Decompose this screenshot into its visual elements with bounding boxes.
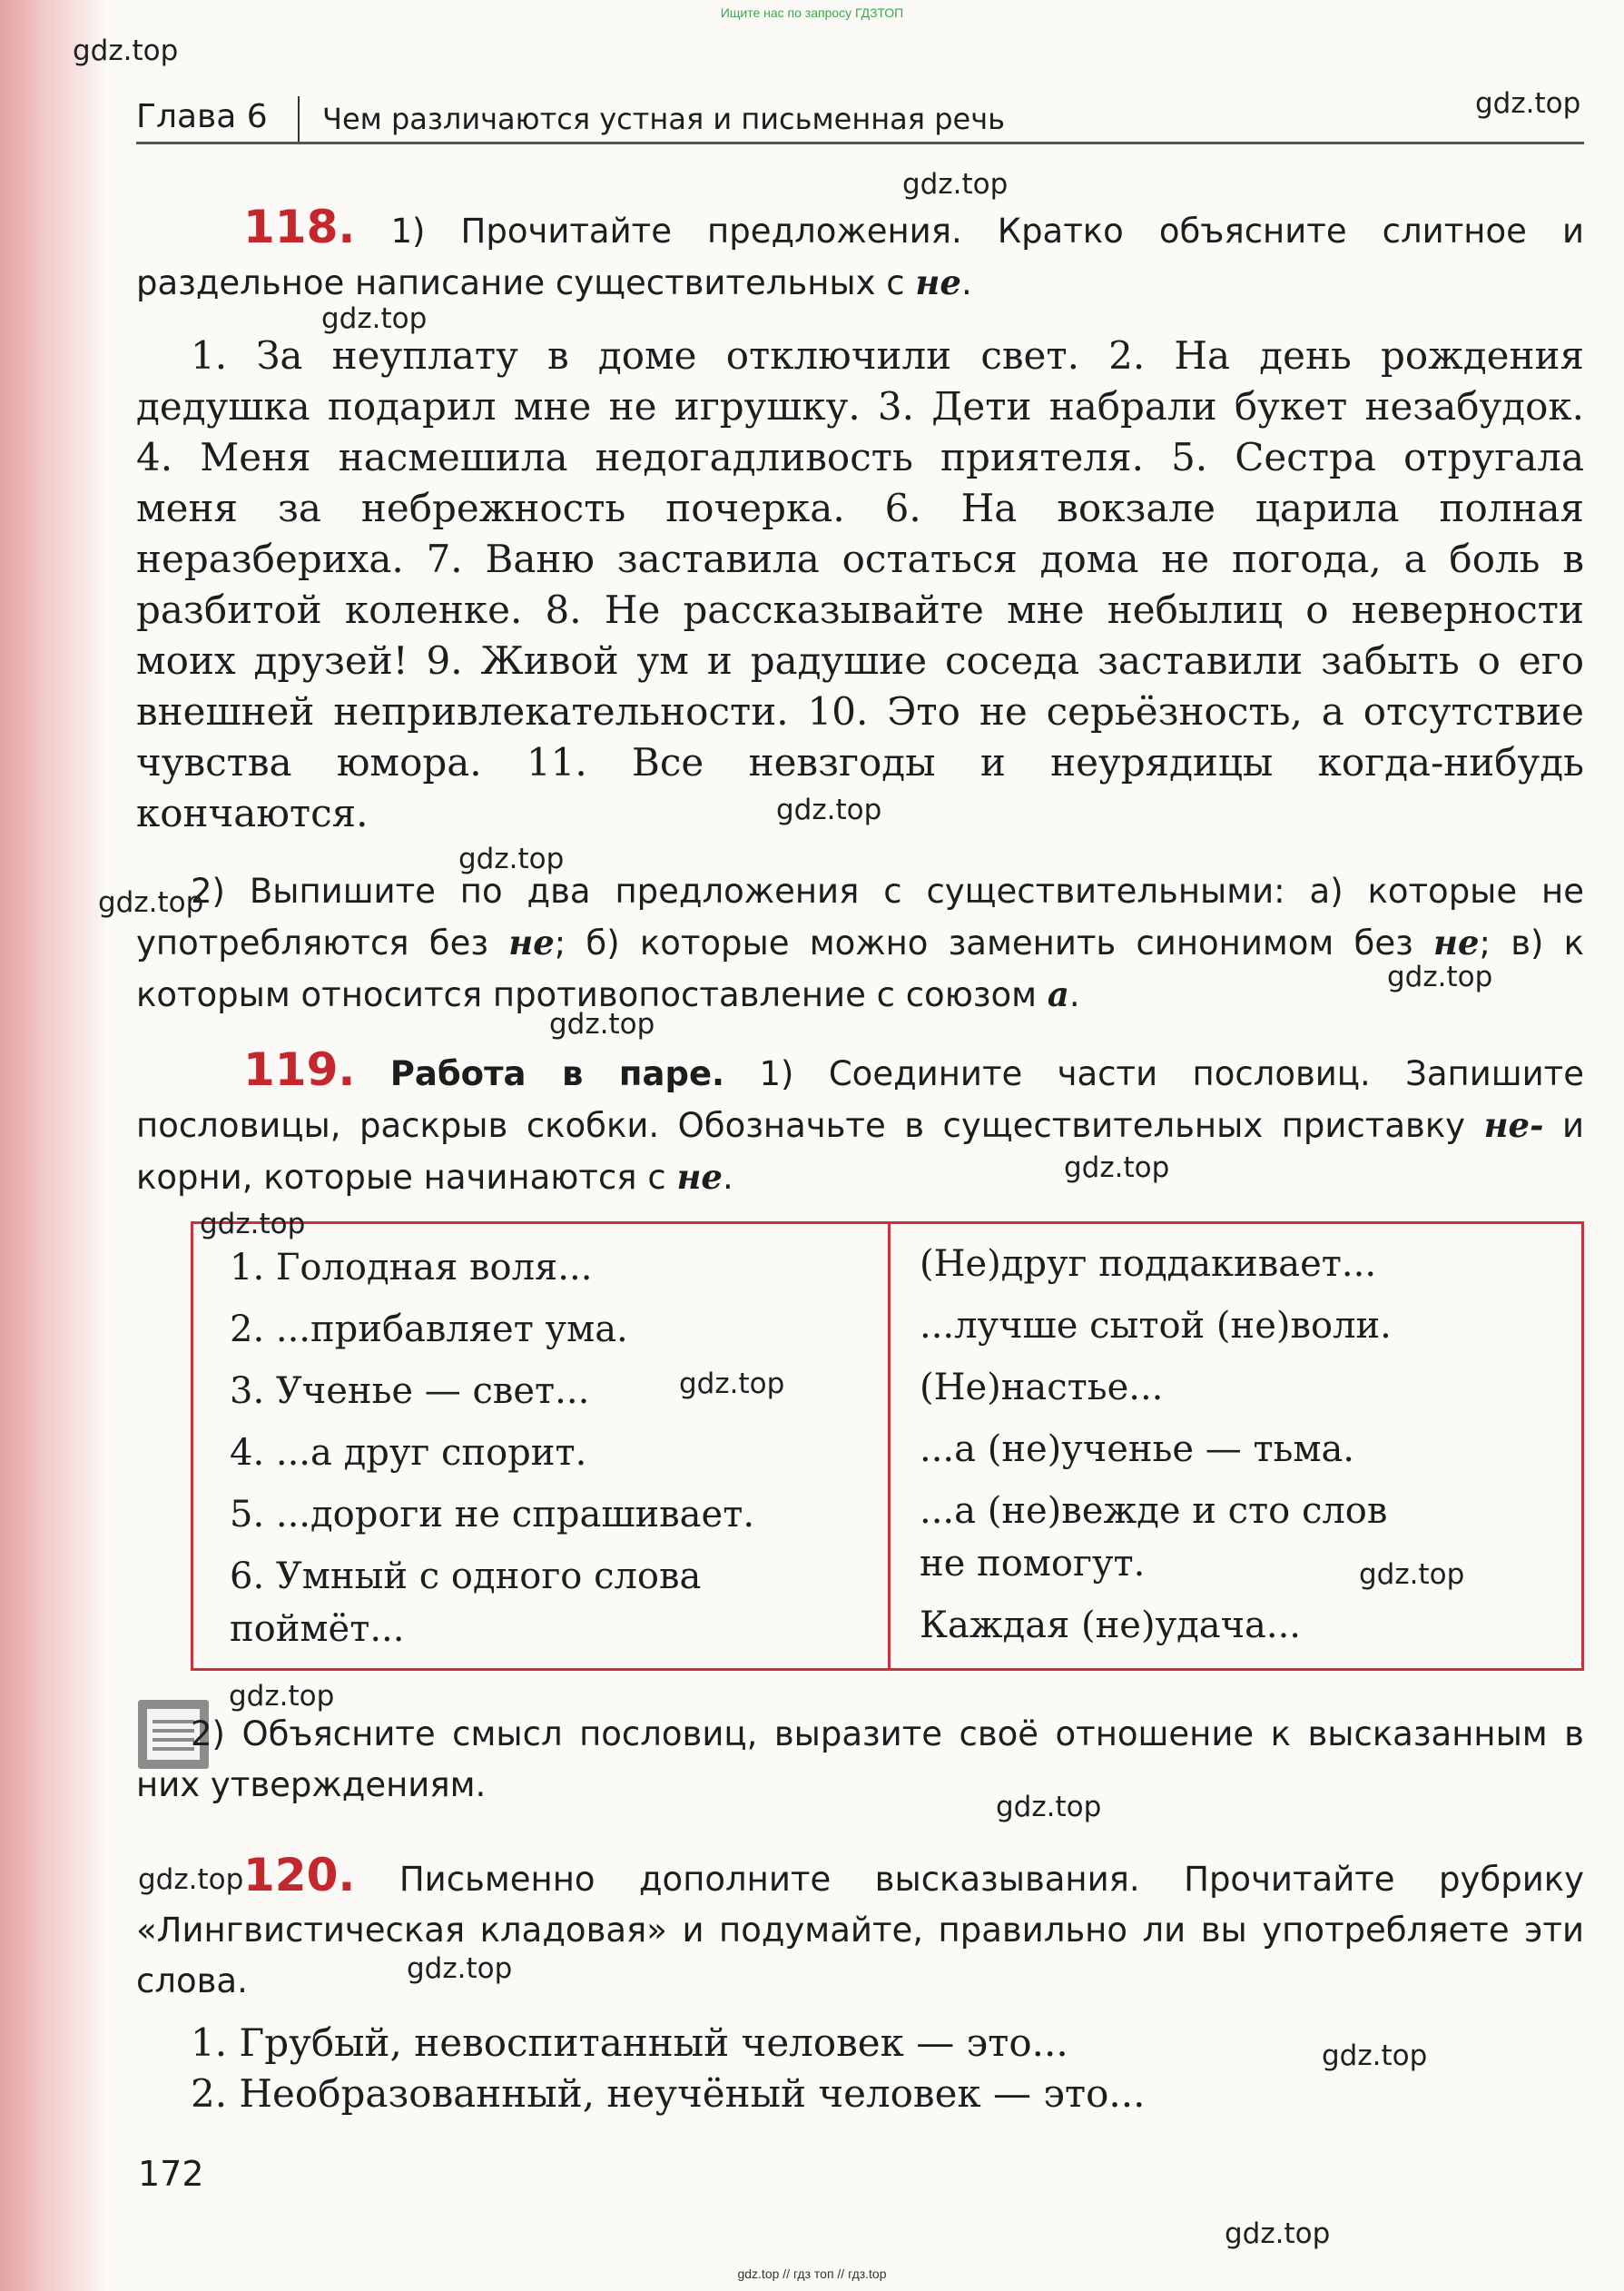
watermark-label: gdz.top [776, 794, 882, 826]
page-number: 172 [138, 2154, 204, 2194]
header-divider [298, 96, 300, 142]
watermark-label: gdz.top [407, 1952, 513, 1985]
watermark-label: gdz.top [321, 302, 428, 335]
proverb-right-5: ...а (не)вежде и сто слов [920, 1490, 1388, 1532]
pair-work-label: Работа в паре. [389, 1054, 725, 1093]
prefix-ne: не- [1483, 1105, 1544, 1145]
proverb-right-1: (Не)друг поддакивает... [920, 1243, 1377, 1285]
running-header [136, 91, 1584, 144]
chapter-title: Чем различаются устная и письменная речь [322, 102, 1005, 136]
conjunction-a: а [1047, 974, 1069, 1014]
task-text: 1) Соедините части пословиц. Запишите пословицы, раскрыв скобки. Обозначьте в существительных приставку [136, 1054, 1584, 1145]
punct: . [960, 263, 972, 302]
exercise-119-task-1 [136, 1044, 1584, 1203]
watermark-top: Ищите нас по запросу ГДЗТОП [720, 5, 904, 20]
task-text: и корни, которые начинаются с [136, 1106, 1584, 1197]
punct: . [1068, 975, 1080, 1014]
proverb-left-1: 1. Голодная воля... [230, 1247, 593, 1289]
exercise-118-task-2 [136, 866, 1584, 1021]
watermark-label: gdz.top [1225, 2217, 1331, 2250]
watermark-label: gdz.top [679, 1368, 785, 1400]
proverb-right-6: Каждая (не)удача... [920, 1605, 1302, 1646]
proverb-left-5: 5. ...дороги не спрашивает. [230, 1494, 755, 1536]
particle-ne: не [676, 1157, 723, 1197]
proverb-right-2: ...лучше сытой (не)воли. [920, 1305, 1392, 1347]
particle-ne: не [1433, 923, 1480, 963]
watermark-label: gdz.top [1475, 87, 1581, 120]
watermark-label: gdz.top [549, 1008, 655, 1041]
exercise-120-item-1: 1. Грубый, невоспитанный человек — это... [191, 2020, 1068, 2065]
proverb-left-6-cont: поймёт... [230, 1608, 405, 1650]
proverb-left-2: 2. ...прибавляет ума. [230, 1308, 628, 1350]
proverb-left-4: 4. ...а друг спорит. [230, 1432, 587, 1474]
watermark-label: gdz.top [458, 843, 565, 875]
task-text: Письменно дополните высказывания. Прочитайте рубрику «Лингвистическая кладовая» и подумайте, правильно ли вы употребляете эти слова. [136, 1860, 1584, 2000]
exercise-120-item-2: 2. Необразованный, неучёный человек — это... [191, 2071, 1146, 2116]
watermark-label: gdz.top [98, 886, 204, 919]
proverb-right-3: (Не)настье... [920, 1367, 1164, 1408]
punct: . [722, 1158, 733, 1197]
watermark-label: gdz.top [138, 1863, 244, 1896]
page-spine-shadow [0, 0, 109, 2291]
watermark-label: gdz.top [1322, 2039, 1428, 2072]
watermark-label: gdz.top [229, 1680, 335, 1713]
exercise-118-task-1 [136, 202, 1584, 309]
exercise-number: 118. [243, 201, 356, 253]
watermark-bottom: gdz.top // гдз топ // гдз.top [737, 2266, 887, 2281]
task-text: ; б) которые можно заменить синонимом без [554, 923, 1434, 963]
watermark-label: gdz.top [996, 1791, 1102, 1823]
task-text: 1) Прочитайте предложения. Кратко объясните слитное и раздельное написание существительных с [136, 212, 1584, 302]
task-text: ; в) к которым относится противопоставление с союзом [136, 923, 1584, 1014]
table-divider [888, 1224, 891, 1668]
watermark-label: gdz.top [1359, 1558, 1465, 1591]
proverb-left-3: 3. Ученье — свет... [230, 1370, 590, 1412]
exercise-118-sentences: 1. За неуплату в доме отключили свет. 2. На день рождения дедушка подарил мне не игрушку. 3. Дети набрали букет незабудок. 4. Меня насмешила недогадливость приятеля. 5. Сестра отругала меня за небрежность почерка. 6. На вокзале царила полная неразбериха. 7. Ваню заставила остаться дома не погода, а боль в разбитой коленке. 8. Не рассказывайте мне небылиц о неверности моих друзей! 9. Живой ум и радушие соседа заставили забыть о его внешней непривлекательности. 10. Это не серьёзность, а отсутствие чувства юмора. 11. Все невзгоды и неурядицы когда-нибудь кончаются. [136, 333, 1584, 835]
proverb-right-4: ...а (не)ученье — тьма. [920, 1428, 1355, 1470]
exercise-119-task-2: 2) Объясните смысл пословиц, выразите своё отношение к высказанным в них утверждениям. [136, 1714, 1584, 1804]
exercise-number: 120. [243, 1849, 356, 1901]
watermark-label: gdz.top [200, 1208, 306, 1240]
watermark-label: gdz.top [1064, 1151, 1170, 1184]
watermark-label: gdz.top [902, 168, 1009, 201]
chapter-label: Глава 6 [136, 98, 268, 135]
proverb-right-5-cont: не помогут. [920, 1543, 1146, 1585]
proverb-left-6: 6. Умный с одного слова [230, 1555, 702, 1597]
particle-ne: не [508, 923, 555, 963]
watermark-label: gdz.top [73, 35, 179, 67]
exercise-120-task [136, 1850, 1584, 2007]
watermark-label: gdz.top [1387, 961, 1493, 993]
exercise-number: 119. [243, 1043, 356, 1096]
task-text: 2) Выпишите по два предложения с существительными: а) которые не употребляются без [136, 872, 1584, 963]
proverbs-table [191, 1221, 1584, 1671]
particle-ne: не [915, 262, 961, 302]
